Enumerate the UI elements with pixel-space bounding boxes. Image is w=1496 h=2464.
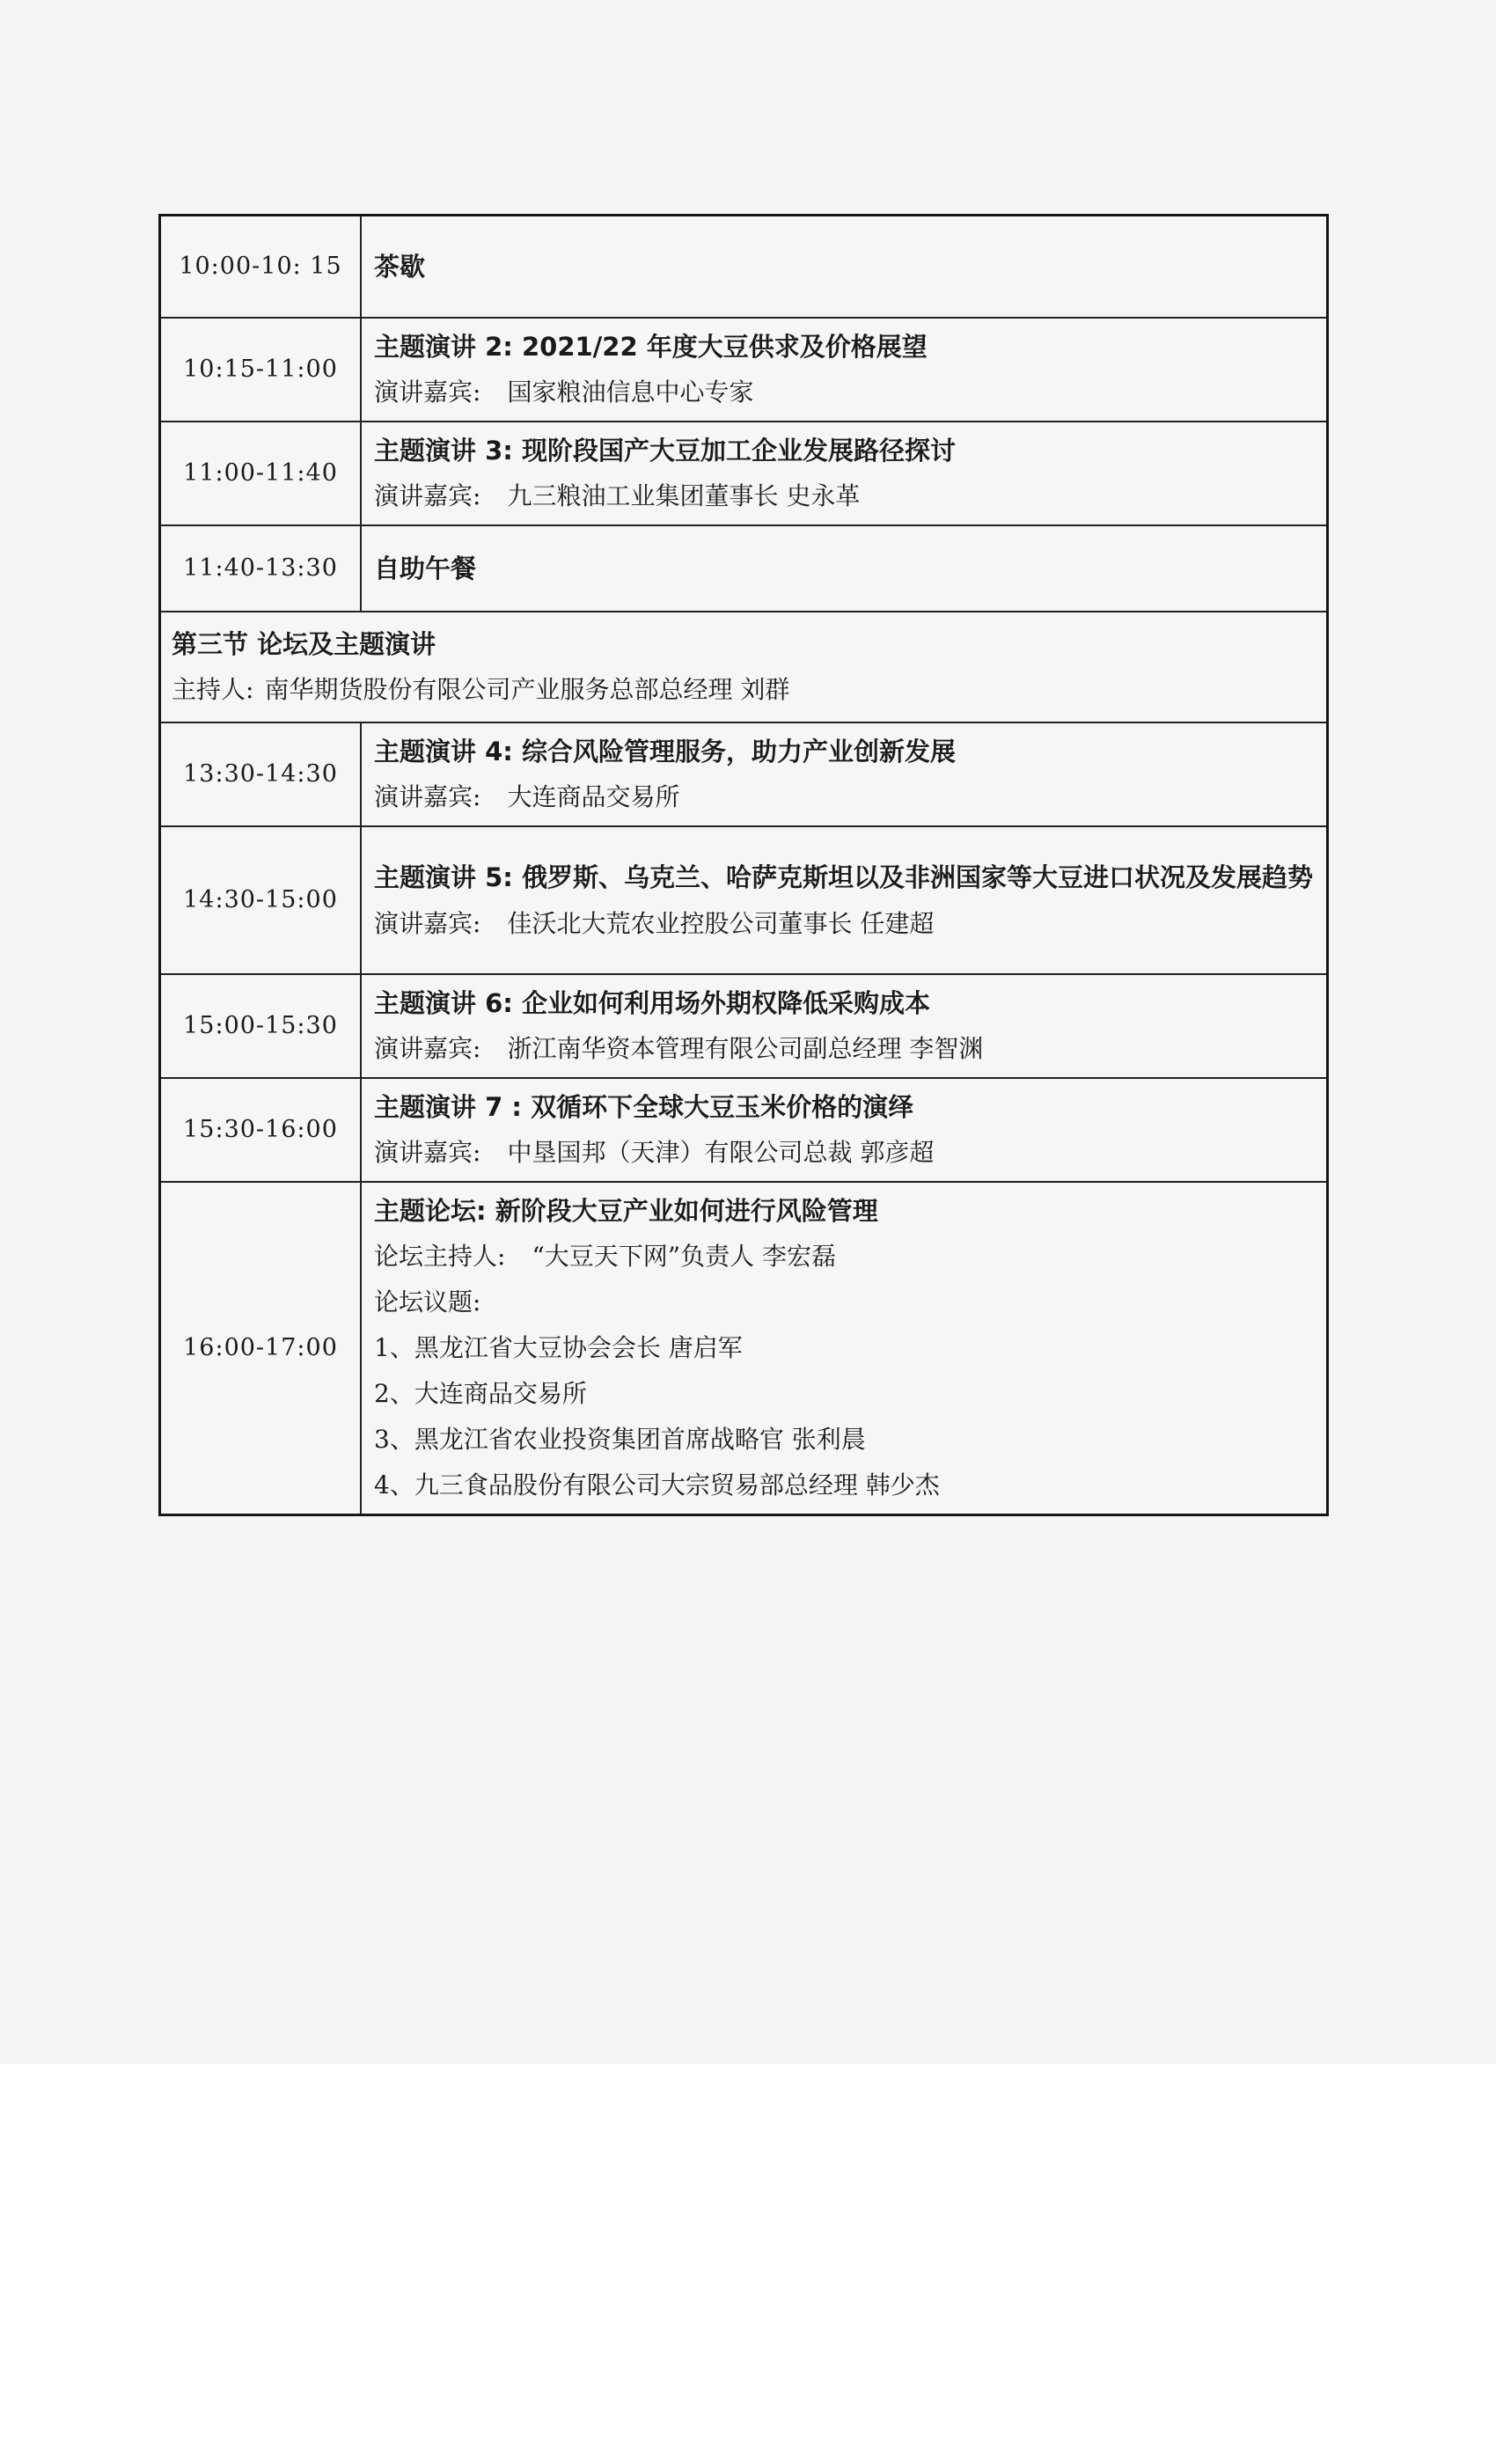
speaker-name: 九三粮油工业集团董事长 史永革 <box>507 480 861 510</box>
agenda-row <box>160 216 1328 318</box>
speaker-label: 演讲嘉宾: <box>374 1033 481 1063</box>
session-title: 主题演讲 4: 综合风险管理服务，助力产业创新发展 <box>374 736 956 766</box>
agenda-row <box>160 318 1328 422</box>
forum-cell <box>361 1182 1328 1515</box>
session-cell <box>361 216 1328 318</box>
forum-topics-label: 论坛议题: <box>374 1287 481 1316</box>
speaker-line <box>374 1026 1316 1072</box>
speaker-label: 演讲嘉宾: <box>374 480 481 510</box>
session-cell <box>361 422 1328 525</box>
forum-topic-item: 3、黑龙江省农业投资集团首席战略官 张利晨 <box>374 1424 866 1454</box>
agenda-row <box>160 974 1328 1078</box>
speaker-name: 浙江南华资本管理有限公司副总经理 李智渊 <box>507 1033 984 1063</box>
time-cell: 13:30-14:30 <box>160 722 362 826</box>
agenda-row <box>160 525 1328 612</box>
time-cell: 15:30-16:00 <box>160 1078 362 1182</box>
forum-title: 主题论坛: 新阶段大豆产业如何进行风险管理 <box>374 1195 878 1226</box>
speaker-name: 佳沃北大荒农业控股公司董事长 任建超 <box>507 908 935 938</box>
section-header-row <box>160 612 1328 722</box>
time-cell: 15:00-15:30 <box>160 974 362 1078</box>
agenda-row <box>160 826 1328 974</box>
host-label: 主持人: <box>172 674 254 704</box>
host-name: 南华期货股份有限公司产业服务总部总经理 刘群 <box>264 674 790 704</box>
time-cell: 14:30-15:00 <box>160 826 362 974</box>
forum-host-line <box>374 1234 1316 1280</box>
section-title: 第三节 论坛及主题演讲 <box>172 628 436 659</box>
speaker-label: 演讲嘉宾: <box>374 377 481 407</box>
time-cell: 10:15-11:00 <box>160 318 362 422</box>
forum-host-name: “大豆天下网”负责人 李宏磊 <box>532 1241 836 1271</box>
session-cell <box>361 722 1328 826</box>
speaker-label: 演讲嘉宾: <box>374 908 481 938</box>
section-header <box>160 612 1328 722</box>
time-cell: 11:40-13:30 <box>160 525 362 612</box>
speaker-line <box>374 1130 1316 1176</box>
speaker-line <box>374 473 1316 519</box>
session-title: 主题演讲 3: 现阶段国产大豆加工企业发展路径探讨 <box>374 435 956 466</box>
section-host <box>172 667 1316 713</box>
time-cell: 11:00-11:40 <box>160 422 362 525</box>
session-title: 主题演讲 2: 2021/22 年度大豆供求及价格展望 <box>374 331 928 362</box>
speaker-name: 国家粮油信息中心专家 <box>507 377 754 407</box>
session-cell <box>361 974 1328 1078</box>
session-title: 主题演讲 7 : 双循环下全球大豆玉米价格的演绎 <box>374 1091 914 1122</box>
speaker-line <box>374 774 1316 820</box>
forum-topic-item: 2、大连商品交易所 <box>374 1378 587 1408</box>
speaker-line <box>374 901 1316 947</box>
agenda-table <box>158 214 1329 1516</box>
agenda-row <box>160 722 1328 826</box>
agenda-row <box>160 1078 1328 1182</box>
session-cell <box>361 1078 1328 1182</box>
agenda-row <box>160 1182 1328 1515</box>
forum-topic-item: 1、黑龙江省大豆协会会长 唐启军 <box>374 1332 743 1362</box>
session-title: 主题演讲 5: 俄罗斯、乌克兰、哈萨克斯坦以及非洲国家等大豆进口状况及发展趋势 <box>374 862 1313 892</box>
forum-topic-item: 4、九三食品股份有限公司大宗贸易部总经理 韩少杰 <box>374 1470 940 1500</box>
speaker-name: 中垦国邦（天津）有限公司总裁 郭彦超 <box>507 1137 935 1167</box>
session-cell <box>361 826 1328 974</box>
speaker-label: 演讲嘉宾: <box>374 1137 481 1167</box>
forum-host-label: 论坛主持人: <box>374 1241 506 1271</box>
session-cell <box>361 525 1328 612</box>
agenda-row <box>160 422 1328 525</box>
speaker-line <box>374 370 1316 415</box>
speaker-name: 大连商品交易所 <box>507 781 680 811</box>
session-title: 自助午餐 <box>374 553 477 583</box>
time-cell: 10:00-10: 15 <box>160 216 362 318</box>
speaker-label: 演讲嘉宾: <box>374 781 481 811</box>
session-title: 主题演讲 6: 企业如何利用场外期权降低采购成本 <box>374 987 930 1018</box>
time-cell: 16:00-17:00 <box>160 1182 362 1515</box>
session-cell <box>361 318 1328 422</box>
session-title: 茶歇 <box>374 251 426 282</box>
